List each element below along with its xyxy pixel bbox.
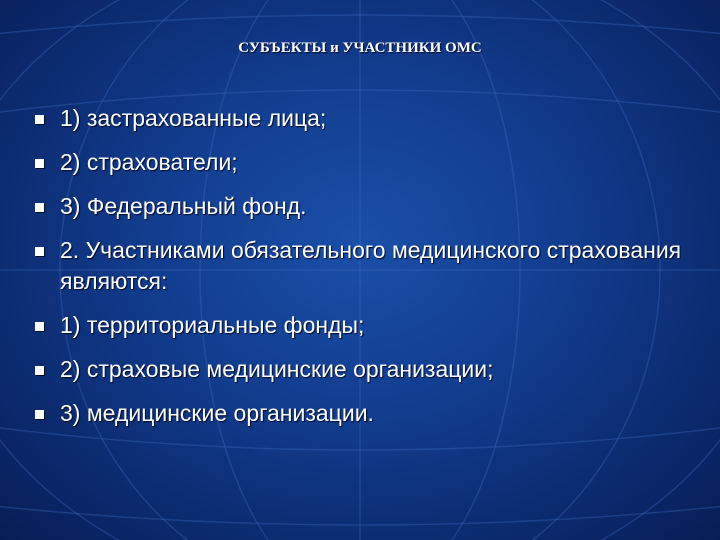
list-item-text: 2. Участниками обязательного медицинского страхования являются: [60, 237, 682, 294]
square-bullet-icon [35, 322, 44, 331]
square-bullet-icon [35, 410, 44, 419]
list-item-text: 1) территориальные фонды; [60, 312, 365, 338]
list-item-text: 3) медицинские организации. [60, 400, 374, 426]
list-item [30, 147, 690, 178]
list-item [30, 103, 690, 134]
list-item [30, 354, 690, 385]
list-item [30, 398, 690, 429]
square-bullet-icon [35, 247, 44, 256]
square-bullet-icon [35, 203, 44, 212]
list-item-text: 2) страховые медицинские организации; [60, 356, 494, 382]
list-item-text: 1) застрахованные лица; [60, 105, 327, 131]
list-item-text: 3) Федеральный фонд. [60, 193, 307, 219]
bullet-list [30, 103, 690, 442]
square-bullet-icon [35, 159, 44, 168]
slide-title: СУБЪЕКТЫ и УЧАСТНИКИ ОМС [238, 40, 482, 56]
square-bullet-icon [35, 366, 44, 375]
square-bullet-icon [35, 115, 44, 124]
list-item [30, 191, 690, 222]
list-item [30, 235, 690, 297]
list-item-text: 2) страхователи; [60, 149, 238, 175]
list-item [30, 310, 690, 341]
